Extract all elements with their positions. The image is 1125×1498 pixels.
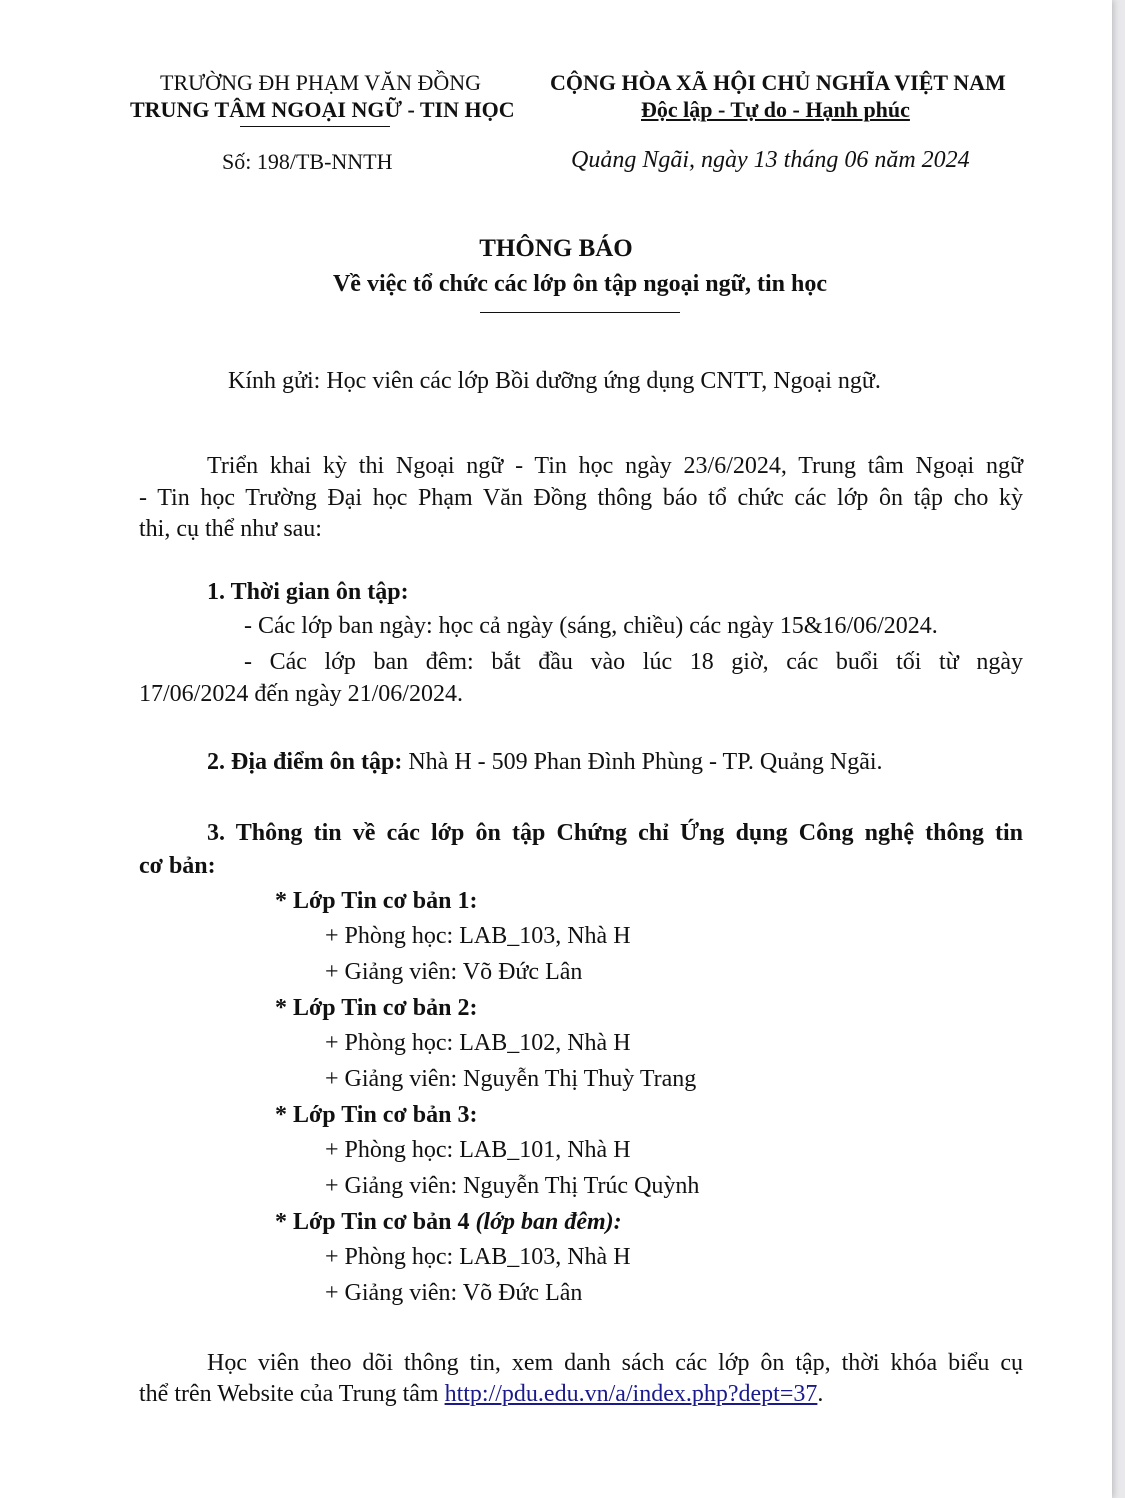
section-1-heading: 1. Thời gian ôn tập: (207, 579, 409, 605)
intro-line-2: - Tin học Trường Đại học Phạm Văn Đồng thông báo tổ chức các lớp ôn tập cho kỳ (139, 485, 1023, 511)
nation-motto: Độc lập - Tự do - Hạnh phúc (641, 97, 910, 122)
section-2 (207, 745, 883, 780)
class-2-teacher: + Giảng viên: Nguyễn Thị Thuỳ Trang (325, 1066, 697, 1092)
section-3-heading-line-1: 3. Thông tin về các lớp ôn tập Chứng chỉ Ứng dụng Công nghệ thông tin (207, 820, 1023, 846)
class-2-name: * Lớp Tin cơ bản 2: (275, 995, 478, 1021)
website-link[interactable]: http://pdu.edu.vn/a/index.php?dept=37 (444, 1381, 818, 1407)
title-underline (480, 312, 680, 313)
night-classes-line-1: - Các lớp ban đêm: bắt đầu vào lúc 18 giờ, các buổi tối từ ngày (244, 649, 1023, 675)
class-4-teacher: + Giảng viên: Võ Đức Lân (325, 1280, 583, 1306)
org-line-1: TRƯỜNG ĐH PHẠM VĂN ĐỒNG (160, 70, 482, 95)
class-4-room: + Phòng học: LAB_103, Nhà H (325, 1244, 631, 1270)
class-1-name: * Lớp Tin cơ bản 1: (275, 888, 478, 914)
nation-line-1: CỘNG HÒA XÃ HỘI CHỦ NGHĨA VIỆT NAM (550, 70, 1006, 95)
class-4-name-row (275, 1205, 622, 1240)
class-2-room: + Phòng học: LAB_102, Nhà H (325, 1030, 631, 1056)
class-3-teacher: + Giảng viên: Nguyễn Thị Trúc Quỳnh (325, 1173, 700, 1199)
closing-suffix: . (817, 1381, 824, 1407)
class-4-name: * Lớp Tin cơ bản 4 (275, 1209, 476, 1235)
class-3-name: * Lớp Tin cơ bản 3: (275, 1102, 478, 1128)
class-3-room: + Phòng học: LAB_101, Nhà H (325, 1137, 631, 1163)
doc-title: THÔNG BÁO (479, 235, 633, 262)
closing-prefix: thể trên Website của Trung tâm (139, 1381, 445, 1407)
class-1-teacher: + Giảng viên: Võ Đức Lân (325, 959, 583, 985)
intro-line-3: thi, cụ thể như sau: (139, 516, 322, 542)
place-date: Quảng Ngãi, ngày 13 tháng 06 năm 2024 (571, 147, 970, 173)
section-2-heading: 2. Địa điểm ôn tập: (207, 749, 403, 775)
closing-line-1: Học viên theo dõi thông tin, xem danh sách các lớp ôn tập, thời khóa biểu cụ (207, 1350, 1023, 1376)
recipient: Kính gửi: Học viên các lớp Bồi dưỡng ứng dụng CNTT, Ngoại ngữ. (228, 368, 881, 394)
night-classes-line-2: 17/06/2024 đến ngày 21/06/2024. (139, 681, 463, 707)
class-4-note: (lớp ban đêm): (475, 1209, 622, 1235)
intro-line-1: Triển khai kỳ thi Ngoại ngữ - Tin học ngày 23/6/2024, Trung tâm Ngoại ngữ (207, 453, 1023, 479)
org-underline (240, 126, 390, 127)
section-2-location: Nhà H - 509 Phan Đình Phùng - TP. Quảng Ngãi. (402, 749, 883, 775)
closing-line-2 (139, 1377, 823, 1412)
doc-subtitle: Về việc tổ chức các lớp ôn tập ngoại ngữ, tin học (332, 271, 828, 297)
day-classes: - Các lớp ban ngày: học cả ngày (sáng, chiều) các ngày 15&16/06/2024. (244, 613, 938, 639)
doc-number: Số: 198/TB-NNTH (222, 149, 393, 174)
section-3-heading-line-2: cơ bản: (139, 853, 216, 879)
org-line-2: TRUNG TÂM NGOẠI NGỮ - TIN HỌC (130, 97, 515, 122)
class-1-room: + Phòng học: LAB_103, Nhà H (325, 923, 631, 949)
